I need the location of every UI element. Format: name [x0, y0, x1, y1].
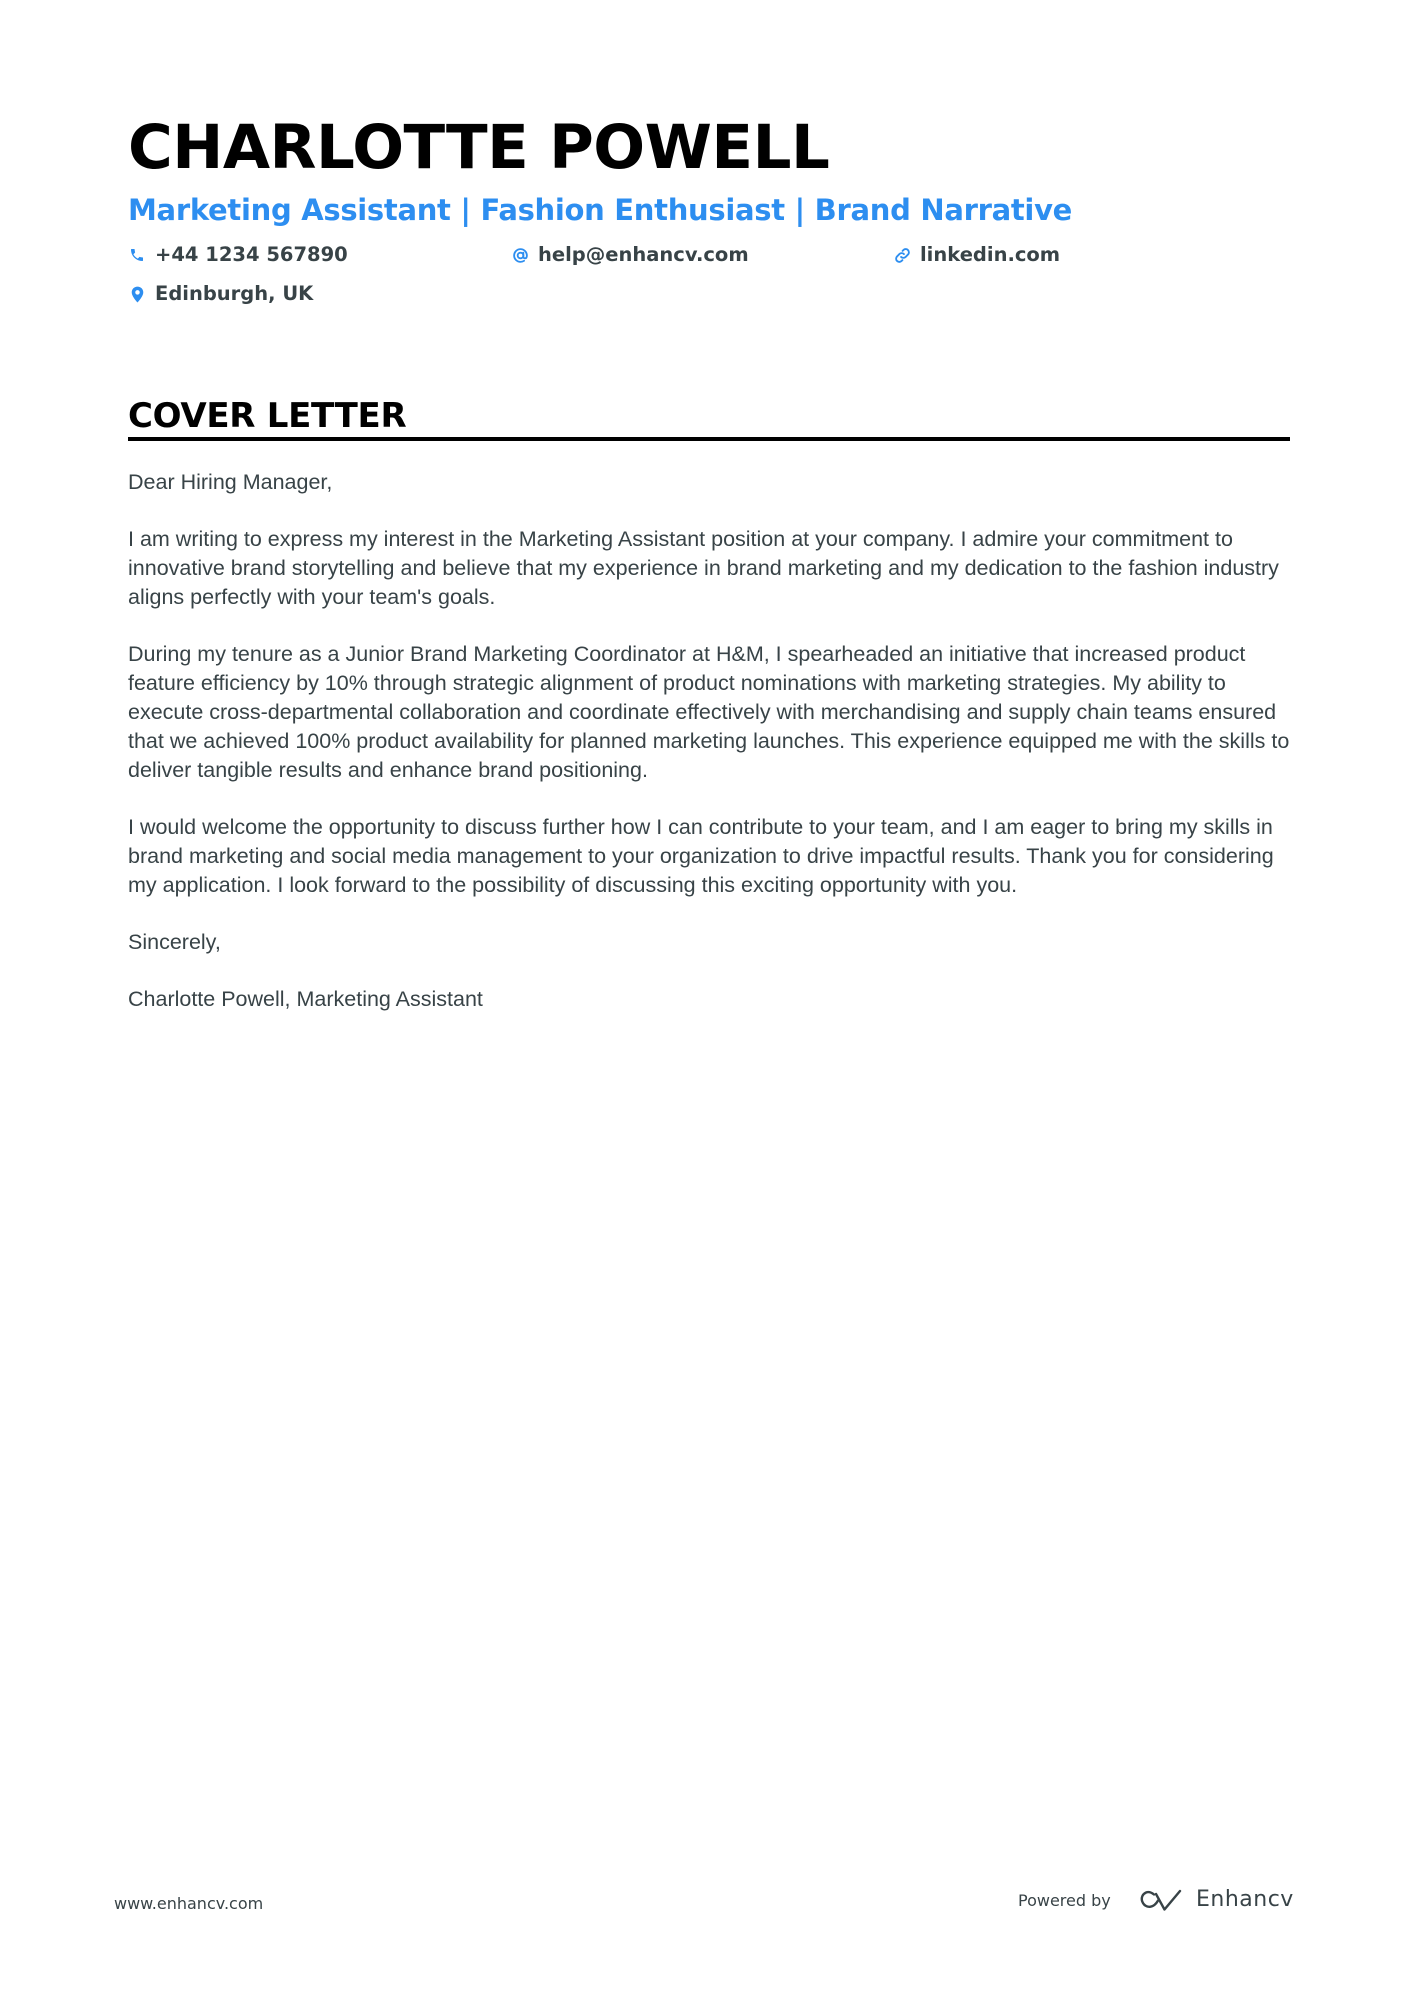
phone-icon [128, 246, 146, 264]
candidate-name: CHARLOTTE POWELL [128, 112, 830, 183]
letter-paragraph: I am writing to express my interest in the Marketing Assistant position at your company. I admire your commitment to innovative brand storytelling and believe that my experience in brand marketing and my dedication to the fashion industry aligns perfectly with your team's goals. [128, 527, 1279, 609]
letter-paragraph: I would welcome the opportunity to discuss further how I can contribute to your team, and I am eager to bring my skills in brand marketing and social media management to your organization to drive impactful results. Thank you for considering my application. I look forward to the possibility of discussing this exciting opportunity with you. [128, 815, 1274, 897]
letter-body [128, 468, 1290, 1042]
letter-closing: Sincerely, [128, 930, 221, 954]
footer-url[interactable]: www.enhancv.com [114, 1894, 264, 1913]
phone-text: +44 1234 567890 [155, 243, 348, 266]
powered-by-label: Powered by [1018, 1891, 1111, 1910]
linkedin-text[interactable]: linkedin.com [920, 243, 1061, 266]
letter-signature: Charlotte Powell, Marketing Assistant [128, 987, 483, 1011]
email-text[interactable]: help@enhancv.com [538, 243, 749, 266]
enhancv-logo-icon [1139, 1888, 1183, 1916]
contact-phone [128, 241, 348, 269]
contact-linkedin [893, 241, 1060, 269]
contact-location [128, 280, 313, 308]
brand-name: Enhancv [1196, 1887, 1294, 1912]
at-icon [511, 246, 529, 264]
candidate-headline: Marketing Assistant | Fashion Enthusiast | Brand Narrative [128, 193, 1073, 227]
link-icon [893, 246, 911, 264]
location-text: Edinburgh, UK [155, 282, 314, 305]
letter-greeting: Dear Hiring Manager, [128, 470, 333, 494]
section-divider [128, 437, 1290, 441]
contact-email [511, 241, 749, 269]
location-pin-icon [128, 285, 146, 303]
section-title: COVER LETTER [128, 396, 407, 436]
letter-paragraph: During my tenure as a Junior Brand Marketing Coordinator at H&M, I spearheaded an initiative that increased product feature efficiency by 10% through strategic alignment of product nominations with marketing strategies. My ability to execute cross-departmental collaboration and coordinate effectively with merchandising and supply chain teams ensured that we achieved 100% product availability for planned marketing launches. This experience equipped me with the skills to deliver tangible results and enhance brand positioning. [128, 642, 1290, 782]
